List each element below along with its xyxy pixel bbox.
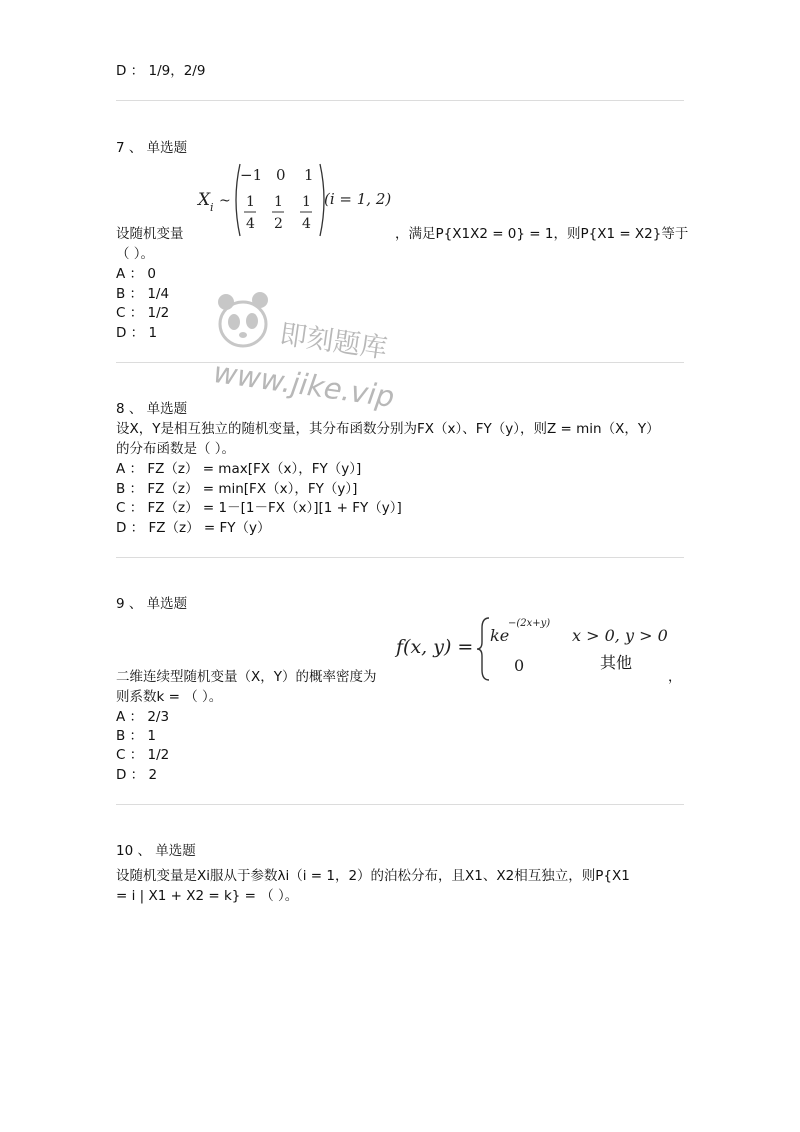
matrix-r2c2-num: 1 <box>274 194 283 210</box>
case1-condition: x > 0, y > 0 <box>572 626 668 645</box>
panda-logo-icon <box>214 290 274 360</box>
matrix-r2c1-num: 1 <box>246 194 255 210</box>
matrix-r1c1: −1 <box>240 166 263 184</box>
case1-expr: ke <box>490 626 510 645</box>
q10-stem-line2: = i | X1 + X2 = k} = （ ）。 <box>116 888 299 904</box>
question-header: 10 、 单选题 <box>116 843 196 859</box>
matrix-r2c3-num: 1 <box>302 194 311 210</box>
watermark <box>211 290 424 430</box>
question-header: 7 、 单选题 <box>116 140 188 156</box>
formula-var: X <box>198 190 211 210</box>
matrix-r2c2-den: 2 <box>274 216 283 232</box>
matrix-r1c2: 0 <box>276 166 286 184</box>
formula-lhs: f(x, y) = <box>396 636 474 658</box>
q10-stem-line1: 设随机变量是Xi服从于参数λi（i = 1，2）的泊松分布，且X1、X2相互独立，则P{X1 <box>116 868 630 884</box>
question-header: 9 、 单选题 <box>116 596 188 612</box>
case2-condition: 其他 <box>600 653 633 672</box>
q9-stem-line1: 二维连续型随机变量（X，Y）的概率密度为 <box>116 669 377 685</box>
q6-option-d: D ： 1/9，2/9 <box>116 63 206 79</box>
q8-stem-line2: 的分布函数是（ ）。 <box>116 441 236 457</box>
option-c[interactable]: C ： 1/2 <box>116 305 170 321</box>
option-b[interactable]: B ： 1/4 <box>116 286 170 302</box>
option-d[interactable]: D ： 2 <box>116 767 158 783</box>
formula-sub: i <box>210 201 214 214</box>
q7-stem-prefix: 设随机变量 <box>116 226 184 242</box>
matrix-r2c3-den: 4 <box>302 216 311 232</box>
divider <box>116 804 684 805</box>
case2-expr: 0 <box>514 656 525 675</box>
matrix-r1c3: 1 <box>304 166 314 184</box>
q7-stem-suffix: ，满足P{X1X2 = 0} = 1，则P{X1 = X2}等于 <box>395 226 689 242</box>
formula-tilde: ~ <box>219 193 231 209</box>
option-a[interactable]: A ： 2/3 <box>116 709 170 725</box>
option-b[interactable]: B ： FZ（z） = min[FX（x），FY（y）] <box>116 481 358 497</box>
option-c[interactable]: C ： FZ（z） = 1－[1－FX（x）][1 + FY（y）] <box>116 500 402 516</box>
option-b[interactable]: B ： 1 <box>116 728 156 744</box>
case1-exponent: −(2x+y) <box>508 618 551 629</box>
option-a[interactable]: A ： 0 <box>116 266 156 282</box>
question-header: 8 、 单选题 <box>116 401 188 417</box>
formula-condition: (i = 1, 2) <box>324 190 392 208</box>
watermark-brand: 即刻题库 <box>277 319 390 365</box>
matrix-r2c1-den: 4 <box>246 216 255 232</box>
divider <box>116 557 684 558</box>
option-a[interactable]: A ： FZ（z） = max[FX（x），FY（y）] <box>116 461 362 477</box>
option-d[interactable]: D ： FZ（z） = FY（y） <box>116 520 271 536</box>
divider <box>116 100 684 101</box>
option-d[interactable]: D ： 1 <box>116 325 158 341</box>
watermark-url: www.jike.vip <box>211 355 397 415</box>
q7-stem-blank: （ ）。 <box>116 246 155 262</box>
q9-stem-line2: 则系数k = （ ）。 <box>116 689 223 705</box>
q8-stem-line1: 设X，Y是相互独立的随机变量，其分布函数分别为FX（x）、FY（y），则Z = min（X，Y） <box>116 421 660 437</box>
option-c[interactable]: C ： 1/2 <box>116 747 170 763</box>
q9-stem-comma: ， <box>668 669 682 685</box>
